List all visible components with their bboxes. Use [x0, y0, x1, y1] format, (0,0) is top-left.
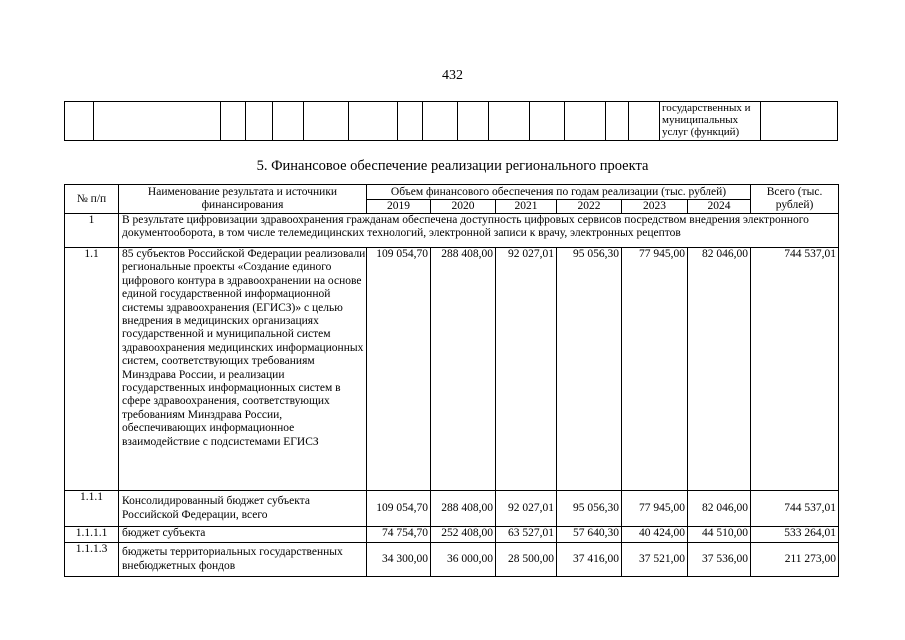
- value-cell: 40 424,00: [622, 527, 688, 543]
- table-cell: [565, 102, 606, 141]
- table-cell: [94, 102, 221, 141]
- table-row: [65, 527, 839, 543]
- header-volume: Объем финансового обеспечения по годам реализации (тыс. рублей): [367, 185, 751, 200]
- value-cell: 37 416,00: [557, 543, 622, 577]
- value-cell: 57 640,30: [557, 527, 622, 543]
- note-cell: государственных и муниципальных услуг (функций): [660, 102, 761, 141]
- result-row: [65, 214, 839, 248]
- value-cell: 109 054,70: [367, 248, 431, 491]
- header-year: 2023: [622, 200, 688, 214]
- value-cell: 82 046,00: [688, 491, 751, 527]
- value-cell: 37 521,00: [622, 543, 688, 577]
- value-cell: 92 027,01: [496, 248, 557, 491]
- value-cell: 288 408,00: [431, 491, 496, 527]
- row-num: 1.1.1.3: [65, 543, 119, 577]
- value-cell: 63 527,01: [496, 527, 557, 543]
- value-cell: 252 408,00: [431, 527, 496, 543]
- table-cell: [349, 102, 398, 141]
- value-cell: 92 027,01: [496, 491, 557, 527]
- value-cell: 28 500,00: [496, 543, 557, 577]
- row-name: бюджеты территориальных государственных внебюджетных фондов: [119, 543, 367, 577]
- table-cell: [65, 102, 94, 141]
- table-cell: [606, 102, 629, 141]
- value-cell: 44 510,00: [688, 527, 751, 543]
- table-cell: [221, 102, 246, 141]
- table-row: [65, 491, 839, 527]
- section-title: 5. Финансовое обеспечение реализации регионального проекта: [256, 158, 649, 174]
- header-total: Всего (тыс. рублей): [751, 185, 839, 214]
- value-cell: 34 300,00: [367, 543, 431, 577]
- row-name: 85 субъектов Российской Федерации реализовали региональные проекты «Создание единого цифрового контура в здравоохранении на основе единой государственной информационной системы здравоохранения (ЕГИСЗ)» с целью внедрения в медицинских организациях государственной и муниципальной систем здравоохранения медицинских информационных систем, соответствующих требованиям Минздрава России, и реализации государственных информационных систем в сфере здравоохранения, соответствующих требованиям Минздрава России, обеспечивающих информационное взаимодействие с подсистемами ЕГИСЗ: [119, 248, 367, 491]
- value-cell: 288 408,00: [431, 248, 496, 491]
- row-num: 1.1: [65, 248, 119, 491]
- total-cell: 533 264,01: [751, 527, 839, 543]
- previous-table-fragment: [64, 101, 838, 141]
- row-num: 1.1.1: [65, 491, 119, 527]
- table-cell: [273, 102, 304, 141]
- header-year: 2019: [367, 200, 431, 214]
- table-row: [65, 543, 839, 577]
- header-year: 2020: [431, 200, 496, 214]
- total-cell: 211 273,00: [751, 543, 839, 577]
- header-year: 2022: [557, 200, 622, 214]
- table-cell: [398, 102, 423, 141]
- value-cell: 37 536,00: [688, 543, 751, 577]
- row-name: Консолидированный бюджет субъекта Российской Федерации, всего: [119, 491, 367, 527]
- value-cell: 95 056,30: [557, 491, 622, 527]
- table-row: [65, 248, 839, 491]
- value-cell: 109 054,70: [367, 491, 431, 527]
- total-cell: 744 537,01: [751, 248, 839, 491]
- table-cell: [761, 102, 838, 141]
- value-cell: 77 945,00: [622, 491, 688, 527]
- header-row: [65, 185, 839, 200]
- row-num: 1.1.1.1: [65, 527, 119, 543]
- table-cell: [629, 102, 660, 141]
- table-cell: [423, 102, 458, 141]
- table-cell: [530, 102, 565, 141]
- page-number: 432: [442, 68, 463, 83]
- value-cell: 74 754,70: [367, 527, 431, 543]
- table-cell: [489, 102, 530, 141]
- header-name: Наименование результата и источники финансирования: [119, 185, 367, 214]
- value-cell: 36 000,00: [431, 543, 496, 577]
- financing-table: [64, 184, 839, 577]
- row-name: бюджет субъекта: [119, 527, 367, 543]
- table-cell: [246, 102, 273, 141]
- header-num: № п/п: [65, 185, 119, 214]
- header-year: 2024: [688, 200, 751, 214]
- value-cell: 95 056,30: [557, 248, 622, 491]
- header-year: 2021: [496, 200, 557, 214]
- table-cell: [458, 102, 489, 141]
- value-cell: 82 046,00: [688, 248, 751, 491]
- total-cell: 744 537,01: [751, 491, 839, 527]
- table-cell: [304, 102, 349, 141]
- value-cell: 77 945,00: [622, 248, 688, 491]
- result-text: В результате цифровизации здравоохранения гражданам обеспечена доступность цифровых сервисов посредством внедрения электронного документооборота, в том числе телемедицинских технологий, электронной записи к врачу, электронных рецептов: [119, 214, 839, 248]
- row-num: 1: [65, 214, 119, 248]
